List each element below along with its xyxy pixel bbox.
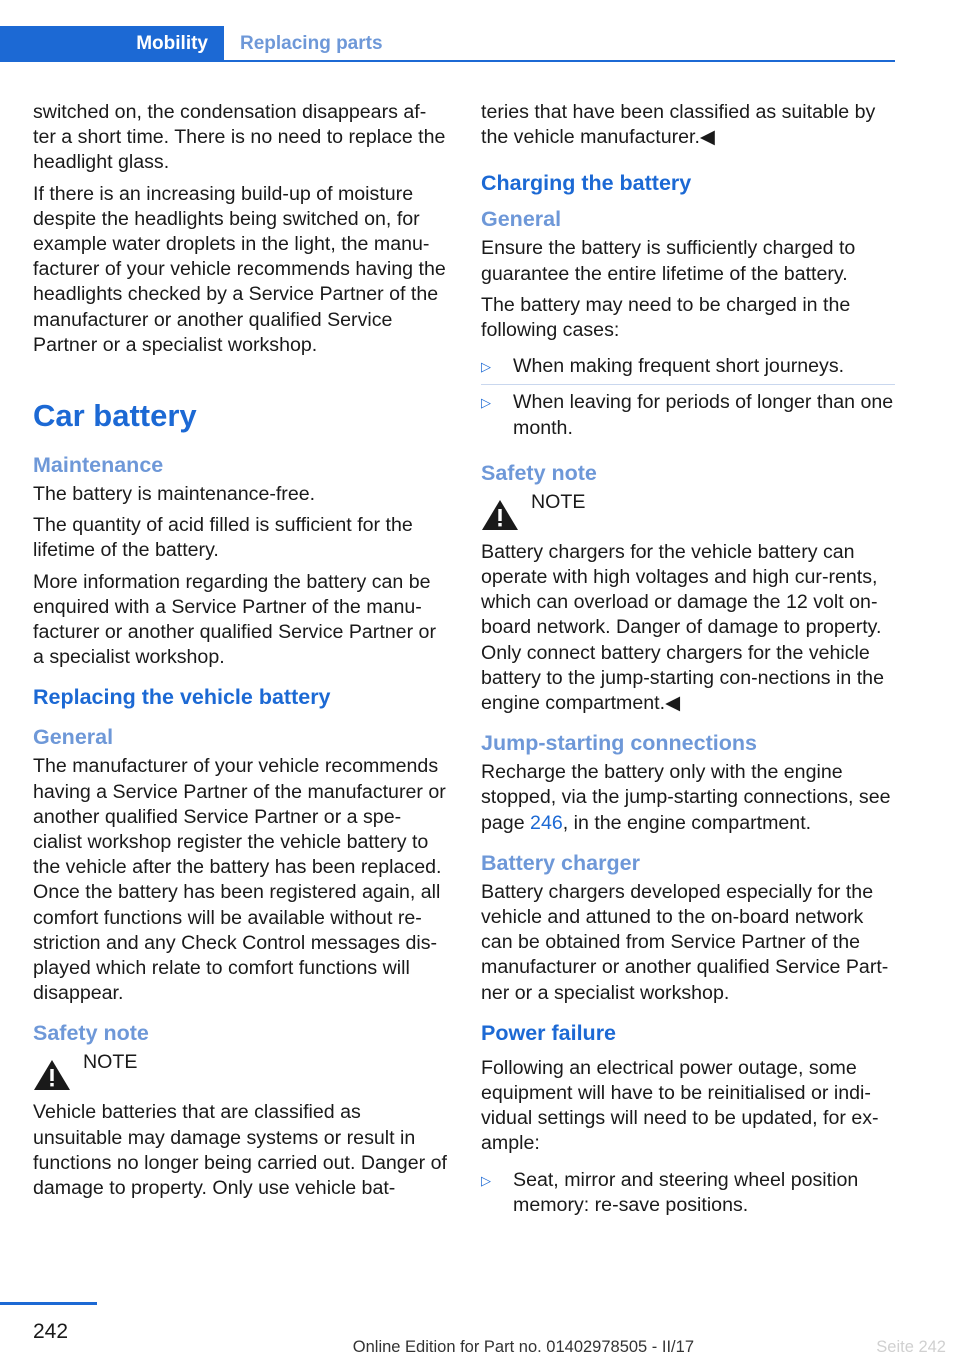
- left-column: [33, 100, 447, 1207]
- paragraph: The quantity of acid filled is sufficient for the lifetime of the battery.: [33, 514, 413, 562]
- heading-replacing-battery: Replacing the vehicle battery: [33, 685, 331, 710]
- note-label: NOTE: [83, 1051, 138, 1074]
- paragraph: The battery may need to be charged in the following cases:: [481, 293, 851, 342]
- section-tab-replacing-parts[interactable]: Replacing parts: [240, 33, 383, 54]
- list-item: ▷ When making frequent short journeys.: [481, 349, 895, 385]
- heading-general: General: [33, 725, 114, 750]
- heading-general: General: [481, 207, 562, 232]
- paragraph: The battery is maintenance-free.: [33, 483, 316, 506]
- paragraph: More information regarding the battery can be enquired with a Service Partner of the manu‐facturer or another qualified Service Partner or a specialist workshop.: [33, 570, 436, 669]
- page-link[interactable]: 246: [530, 811, 563, 834]
- safety-note: [33, 1050, 447, 1098]
- triangle-bullet-icon: ▷: [481, 395, 491, 411]
- list-item: ▷ Seat, mirror and steering wheel position memory: re-save positions.: [481, 1163, 895, 1223]
- list-item: ▷ When leaving for periods of longer than one month.: [481, 385, 895, 445]
- paragraph: Following an electrical power outage, some equipment will have to be reinitialised or indi‐vidual settings will need to be updated, for ex‐ample:: [481, 1056, 879, 1155]
- heading-maintenance: Maintenance: [33, 453, 164, 478]
- paragraph: switched on, the condensation disappears af‐ter a short time. There is no need to replace the headlight glass.: [33, 101, 446, 174]
- page-number: 242: [33, 1320, 69, 1343]
- right-column: [481, 100, 895, 1223]
- safety-note: [481, 490, 895, 538]
- paragraph: Ensure the battery is sufficiently charged to guarantee the entire lifetime of the battery.: [481, 237, 856, 285]
- edition-text: Online Edition for Part no. 01402978505 - II/17: [352, 1338, 694, 1356]
- watermark: Seite 242: [876, 1338, 946, 1356]
- triangle-bullet-icon: ▷: [481, 1172, 491, 1188]
- section-tab-mobility[interactable]: Mobility: [0, 26, 224, 62]
- paragraph: If there is an increasing build-up of moisture despite the headlights being switched on, for example water droplets in the light, the manu‐facturer of your vehicle recommends having the headlights checked by a Service Partner of the manufacturer or another qualified Service Partner or a specialist workshop.: [33, 182, 446, 356]
- paragraph: teries that have been classified as suitable by the vehicle manufacturer.◀: [481, 101, 876, 149]
- heading-safety-note: Safety note: [33, 1021, 149, 1046]
- triangle-bullet-icon: ▷: [481, 359, 491, 375]
- paragraph: Recharge the battery only with the engine stopped, via the jump-starting connections, see page 246, in the engine compartment.: [481, 761, 891, 834]
- note-text: Battery chargers for the vehicle battery can operate with high voltages and high cur‐rents, which can overload or damage the 12 volt on-board network. Danger of damage to property. Only connect battery chargers for the vehicle battery to the jump-starting con‐nections in the engine compartment.◀: [481, 540, 884, 715]
- warning-icon: [481, 498, 519, 532]
- heading-charging-battery: Charging the battery: [481, 171, 692, 196]
- paragraph: The manufacturer of your vehicle recommends having a Service Partner of the manufacturer or another qualified Service Partner or a spe‐cialist workshop register the vehicle battery to the vehicle after the battery has been replaced. Once the battery has been registered again, all comfort functions will be available without re‐striction and any Check Control messages dis‐played which relate to comfort functions will disappear.: [33, 755, 446, 1005]
- paragraph: Battery chargers developed especially for the vehicle and attuned to the on-board network can be obtained from Service Partner of the manufacturer or another qualified Service Part‐ner or a specialist workshop.: [481, 880, 889, 1004]
- note-text: Vehicle batteries that are classified as unsuitable may damage systems or result in functions no longer being carried out. Danger of damage to property. Only use vehicle bat‐: [33, 1101, 447, 1200]
- header-rule: [224, 60, 895, 62]
- heading-power-failure: Power failure: [481, 1020, 617, 1045]
- heading-jump-starting: Jump-starting connections: [481, 731, 757, 756]
- footer-rule: [0, 1302, 97, 1305]
- heading-battery-charger: Battery charger: [481, 850, 640, 875]
- heading-safety-note: Safety note: [481, 460, 597, 485]
- note-label: NOTE: [531, 490, 586, 513]
- page-header: [0, 0, 960, 64]
- warning-icon: [33, 1058, 71, 1092]
- heading-car-battery: Car battery: [33, 398, 197, 434]
